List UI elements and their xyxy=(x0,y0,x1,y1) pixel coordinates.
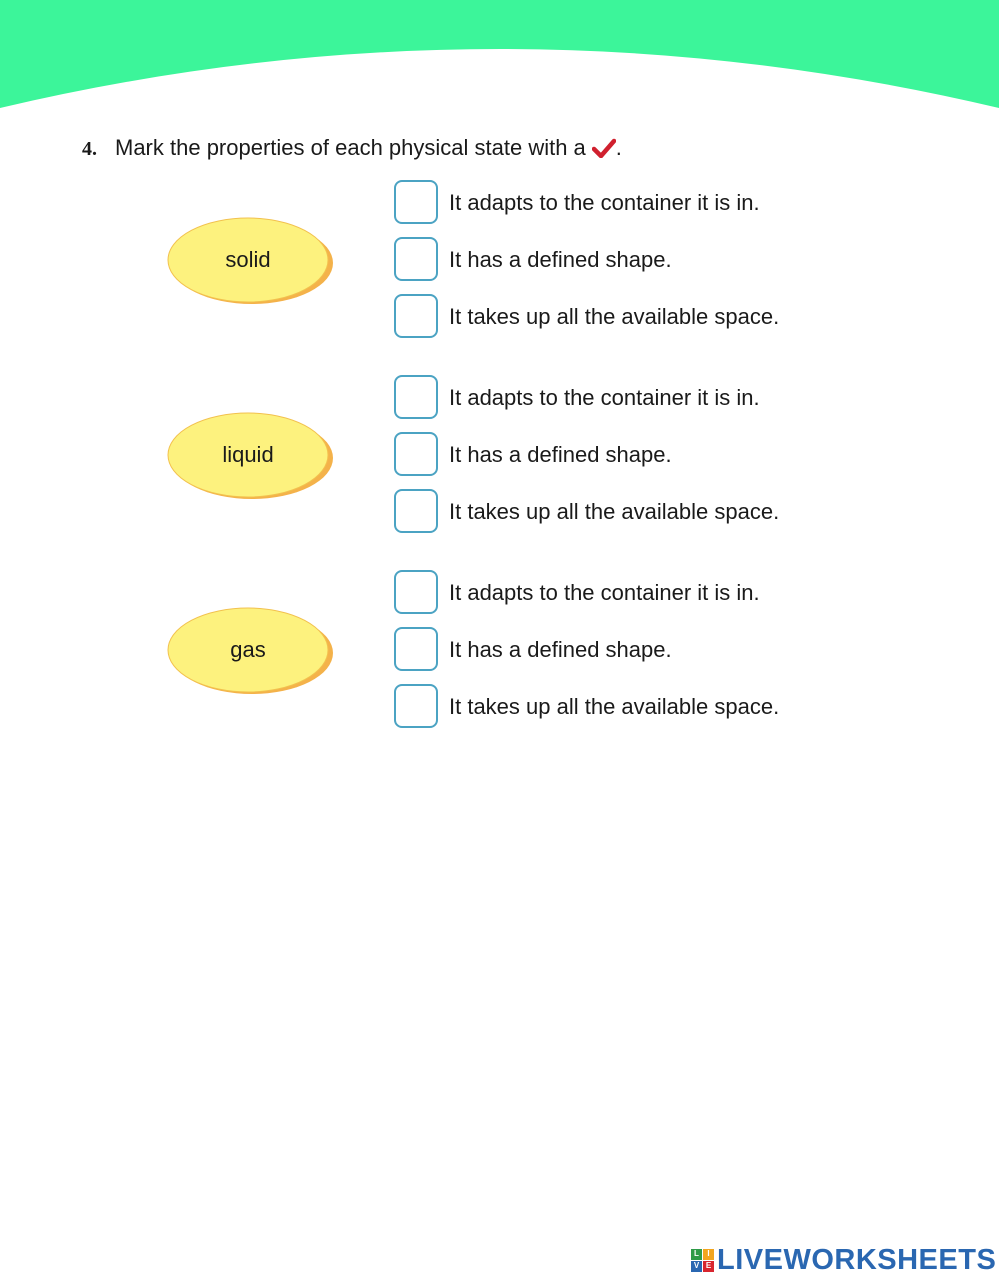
option-row xyxy=(394,684,814,741)
state-oval-gas xyxy=(167,606,335,696)
option-label: It has a defined shape. xyxy=(449,247,672,272)
header-band xyxy=(0,0,999,115)
option-label: It adapts to the container it is in. xyxy=(449,580,760,605)
check-mark-icon xyxy=(592,136,616,166)
logo-text: LIVEWORKSHEETS xyxy=(717,1243,997,1276)
option-label: It takes up all the available space. xyxy=(449,694,780,719)
option-label: It adapts to the container it is in. xyxy=(449,385,760,410)
state-label: liquid xyxy=(222,442,274,467)
option-label: It takes up all the available space. xyxy=(449,499,780,524)
checkbox[interactable] xyxy=(394,432,438,476)
logo-tile: I xyxy=(703,1249,714,1260)
checkbox[interactable] xyxy=(394,180,438,224)
checkbox[interactable] xyxy=(394,375,438,419)
logo-tiles-icon xyxy=(691,1249,714,1272)
checkbox[interactable] xyxy=(394,627,438,671)
question-number: 4. xyxy=(82,138,97,160)
option-label: It has a defined shape. xyxy=(449,637,672,662)
option-row xyxy=(394,570,814,627)
state-label: gas xyxy=(230,637,266,662)
option-row xyxy=(394,237,814,294)
state-oval-solid xyxy=(167,216,335,306)
checkbox[interactable] xyxy=(394,237,438,281)
question xyxy=(82,133,622,166)
logo-tile: E xyxy=(703,1261,714,1272)
option-row xyxy=(394,432,814,489)
options-group-gas xyxy=(394,570,814,741)
liveworksheets-logo xyxy=(691,1244,996,1276)
checkbox[interactable] xyxy=(394,294,438,338)
option-row xyxy=(394,375,814,432)
question-end-punct: . xyxy=(615,135,622,160)
checkbox[interactable] xyxy=(394,489,438,533)
option-row xyxy=(394,294,814,351)
checkbox[interactable] xyxy=(394,684,438,728)
option-label: It has a defined shape. xyxy=(449,442,672,467)
logo-tile: V xyxy=(691,1261,702,1272)
options-group-solid xyxy=(394,180,814,351)
option-label: It adapts to the container it is in. xyxy=(449,190,760,215)
checkbox[interactable] xyxy=(394,570,438,614)
state-oval-liquid xyxy=(167,411,335,501)
question-text: Mark the properties of each physical state with a xyxy=(115,135,586,160)
option-label: It takes up all the available space. xyxy=(449,304,780,329)
option-row xyxy=(394,627,814,684)
logo-tile: L xyxy=(691,1249,702,1260)
option-row xyxy=(394,489,814,546)
option-row xyxy=(394,180,814,237)
state-label: solid xyxy=(225,247,271,272)
options-group-liquid xyxy=(394,375,814,546)
